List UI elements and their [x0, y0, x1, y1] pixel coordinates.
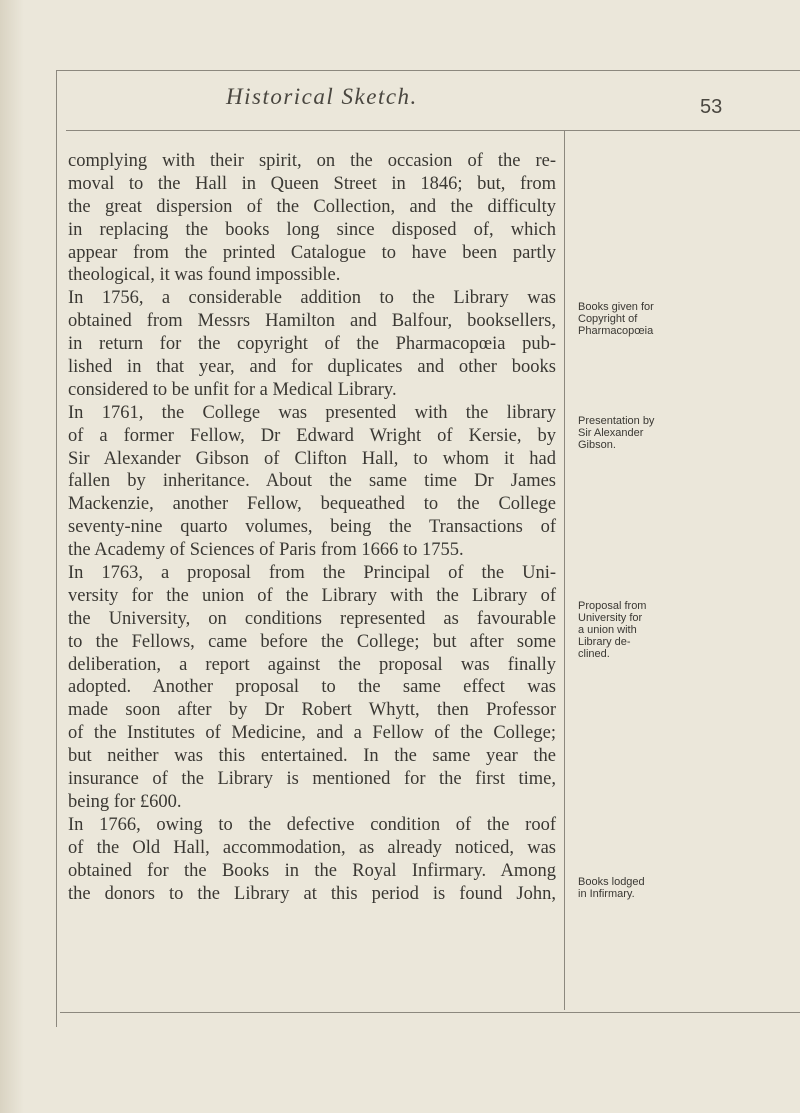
header-rule — [66, 130, 800, 131]
text-line: obtained from Messrs Hamilton and Balfour, booksellers, — [68, 311, 556, 332]
text-line: of a former Fellow, Dr Edward Wright of Kersie, by — [68, 425, 556, 446]
margin-note-line: Proposal from — [578, 600, 647, 612]
text-line: complying with their spirit, on the occasion of the re- — [68, 151, 556, 171]
text-line: the University, on conditions represented as favourable — [68, 608, 556, 629]
text-line: In 1766, owing to the defective condition of the roof — [68, 814, 556, 835]
margin-note-line: Books given for — [578, 301, 654, 313]
text-line: In 1761, the College was presented with the library — [68, 402, 556, 423]
text-line: seventy-nine quarto volumes, being the Transactions of — [68, 517, 556, 538]
text-line: Mackenzie, another Fellow, bequeathed to the College — [68, 494, 556, 515]
text-line: adopted. Another proposal to the same effect was — [68, 677, 556, 698]
text-line: the donors to the Library at this period is found John, — [68, 883, 556, 904]
margin-note-line: Gibson. — [578, 439, 616, 451]
margin-note-presentation — [578, 415, 678, 451]
text-line: to the Fellows, came before the College; but after some — [68, 631, 556, 652]
text-line: of the Old Hall, accommodation, as already noticed, was — [68, 837, 556, 858]
margin-note-line: Books lodged — [578, 876, 645, 888]
margin-note-line: clined. — [578, 648, 610, 660]
margin-note-line: Presentation by — [578, 415, 655, 427]
margin-note-line: University for — [578, 612, 643, 624]
margin-note-line: Copyright of — [578, 313, 638, 325]
bottom-rule — [60, 1012, 800, 1013]
text-line: considered to be unfit for a Medical Library. — [68, 379, 397, 400]
text-line: In 1763, a proposal from the Principal of the Uni- — [68, 563, 556, 584]
margin-note-line: Sir Alexander — [578, 427, 644, 439]
text-line: deliberation, a report against the proposal was finally — [68, 654, 556, 675]
text-line: In 1756, a considerable addition to the Library was — [68, 288, 556, 309]
text-line: fallen by inheritance. About the same time Dr James — [68, 471, 556, 492]
body-text — [68, 150, 556, 905]
margin-note-copyright — [578, 301, 678, 337]
text-line: obtained for the Books in the Royal Infirmary. Among — [68, 860, 556, 881]
margin-note-infirmary — [578, 876, 678, 900]
running-head: Historical Sketch. — [226, 84, 418, 109]
text-line: moval to the Hall in Queen Street in 1846; but, from — [68, 173, 556, 194]
margin-column-rule — [564, 130, 565, 1010]
text-line: lished in that year, and for duplicates and other books — [68, 357, 556, 378]
margin-note-proposal — [578, 600, 678, 660]
text-line: of the Institutes of Medicine, and a Fellow of the College; — [68, 723, 556, 744]
text-line: appear from the printed Catalogue to have been partly — [68, 242, 556, 263]
text-line: the Academy of Sciences of Paris from 1666 to 1755. — [68, 540, 464, 561]
margin-note-line: Pharmacopœia — [578, 325, 654, 337]
text-line: the great dispersion of the Collection, and the difficulty — [68, 196, 556, 217]
page-number: 53 — [700, 96, 723, 118]
text-line: Sir Alexander Gibson of Clifton Hall, to whom it had — [68, 448, 556, 469]
text-line: theological, it was found impossible. — [68, 265, 341, 286]
text-line: but neither was this entertained. In the same year the — [68, 746, 556, 767]
text-line: in replacing the books long since disposed of, which — [68, 219, 556, 240]
margin-note-line: Library de- — [578, 636, 631, 648]
text-line: in return for the copyright of the Pharmacopœia pub- — [68, 334, 556, 355]
text-line: versity for the union of the Library with the Library of — [68, 585, 556, 606]
text-line: made soon after by Dr Robert Whytt, then Professor — [68, 700, 556, 721]
margin-note-line: in Infirmary. — [578, 888, 635, 900]
margin-note-line: a union with — [578, 624, 637, 636]
text-line: being for £600. — [68, 791, 182, 812]
binding-shadow — [0, 0, 24, 1113]
text-line: insurance of the Library is mentioned for the first time, — [68, 769, 556, 790]
